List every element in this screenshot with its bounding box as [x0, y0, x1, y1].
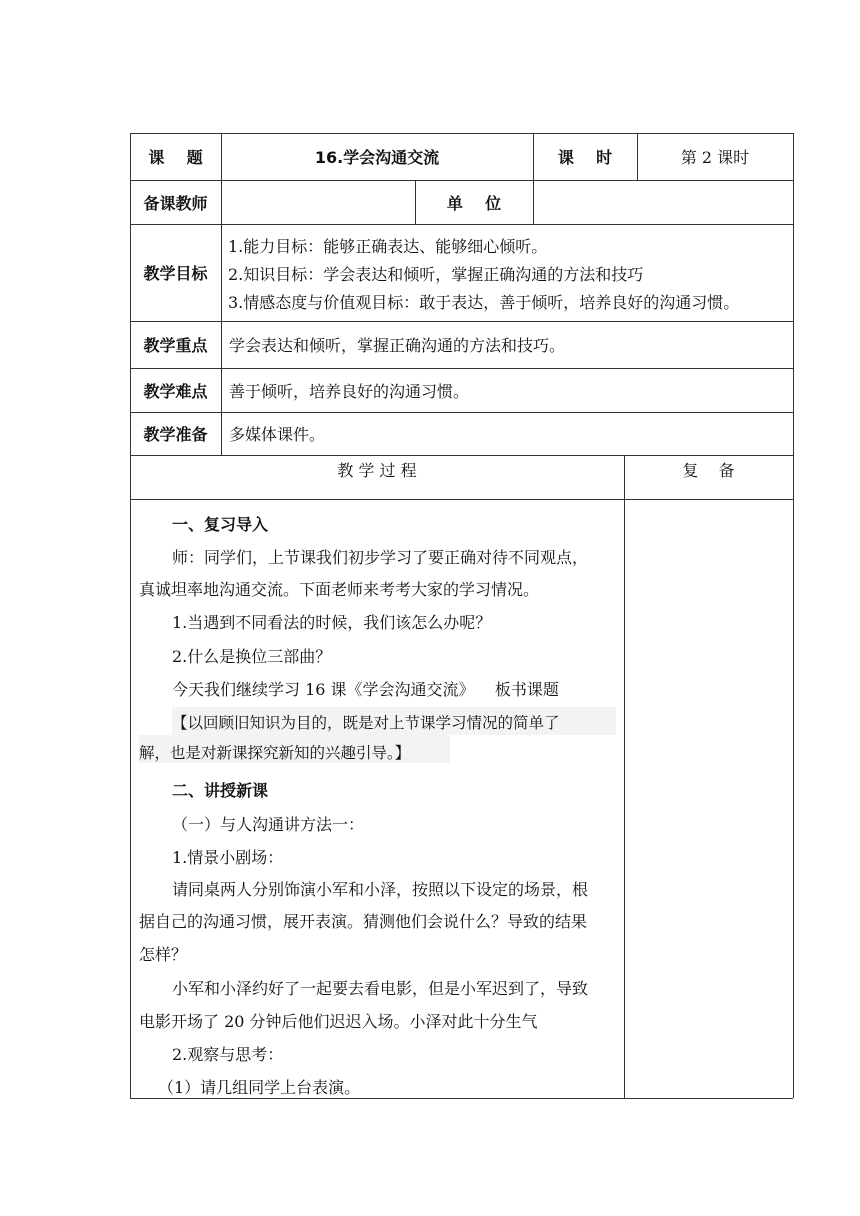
period-value: 第 2 课时 [680, 148, 750, 167]
paragraph-line: 今天我们继续学习 16 课《学会沟通交流》 板书课题 [172, 680, 559, 699]
objectives-list [228, 233, 739, 317]
paragraph-line: 真诚坦率地沟通交流。下面老师来考考大家的学习情况。 [139, 580, 540, 599]
preparation-label: 教学准备 [143, 425, 208, 444]
unit-label: 单 位 [446, 193, 502, 213]
table-border-right [793, 133, 794, 1098]
topic-label: 课 题 [148, 148, 203, 167]
subsection-title: （一）与人沟通讲方法一： [172, 815, 365, 834]
key-points-label: 教学重点 [143, 336, 208, 355]
list-item: 2.观察与思考： [172, 1045, 284, 1064]
review-title: 复 备 [682, 461, 735, 480]
objective-item: 3.情感态度与价值观目标：敢于表达，善于倾听，培养良好的沟通习惯。 [228, 293, 740, 312]
objective-item: 1.能力目标：能够正确表达、能够细心倾听。 [228, 237, 548, 256]
section-title: 一、复习导入 [172, 515, 269, 534]
table-border-bottom [130, 1098, 793, 1099]
teacher-label: 备课教师 [143, 193, 208, 213]
table-border [130, 224, 793, 225]
difficulties-label: 教学难点 [143, 381, 208, 401]
paragraph-line: 师：同学们，上节课我们初步学习了要正确对待不同观点， [172, 548, 589, 567]
paragraph-line: 请同桌两人分别饰演小军和小泽，按照以下设定的场景，根 [172, 880, 589, 899]
list-item: 1.情景小剧场： [172, 848, 284, 867]
note-line: 解，也是对新课探究新知的兴趣引导。】 [139, 744, 411, 762]
paragraph-line: 据自己的沟通习惯，展开表演。猜测他们会说什么？导致的结果 [139, 912, 588, 931]
table-border [624, 455, 625, 1098]
paragraph-line: 怎样？ [139, 945, 188, 964]
paragraph-line: 小军和小泽约好了一起要去看电影，但是小军迟到了，导致 [172, 979, 589, 998]
question-item: 2.什么是换位三部曲？ [172, 647, 332, 666]
teacher-value [221, 180, 415, 224]
period-label: 课 时 [557, 148, 613, 167]
process-title: 教 学 过 程 [337, 461, 417, 480]
topic-value: 16.学会沟通交流 [314, 148, 440, 167]
difficulties-value: 善于倾听，培养良好的沟通习惯。 [229, 381, 470, 401]
preparation-value: 多媒体课件。 [229, 425, 326, 444]
objective-item: 2.知识目标：学会表达和倾听，掌握正确沟通的方法和技巧 [228, 265, 644, 284]
paragraph-line: 电影开场了 20 分钟后他们迟迟入场。小泽对此十分生气 [139, 1012, 538, 1031]
table-border [130, 455, 793, 456]
question-item: 1.当遇到不同看法的时候，我们该怎么办呢？ [172, 613, 492, 632]
list-item: （1）请几组同学上台表演。 [158, 1078, 361, 1097]
section-title: 二、讲授新课 [172, 781, 269, 800]
unit-value [533, 180, 793, 224]
note-line: 【以回顾旧知识为目的，既是对上节课学习情况的简单了 [172, 714, 560, 732]
key-points-value: 学会表达和倾听，掌握正确沟通的方法和技巧。 [229, 336, 566, 355]
table-border [130, 499, 793, 500]
objectives-label: 教学目标 [143, 264, 208, 283]
